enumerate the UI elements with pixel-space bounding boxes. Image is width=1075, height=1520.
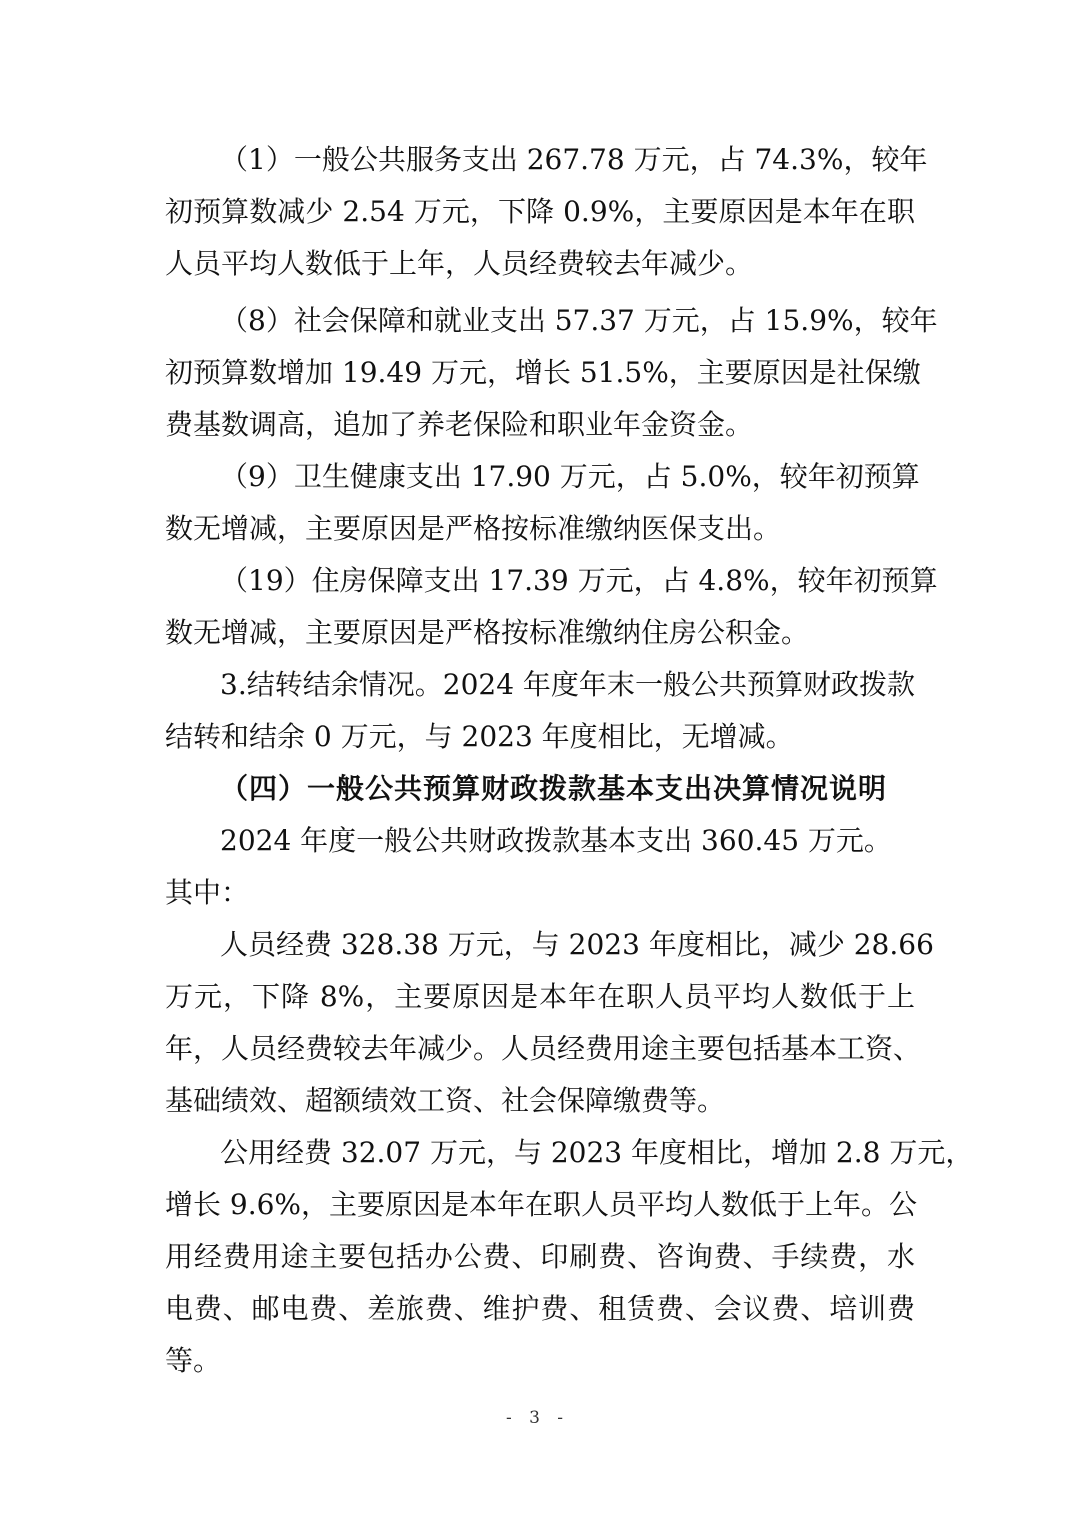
paragraph-line: 电费、邮电费、差旅费、维护费、租赁费、会议费、培训费: [165, 1292, 915, 1325]
paragraph-line: 人员经费 328.38 万元，与 2023 年度相比，减少 28.66: [220, 928, 934, 961]
paragraph-line: 公用经费 32.07 万元，与 2023 年度相比，增加 2.8 万元，: [220, 1136, 974, 1169]
paragraph-line: （1）一般公共服务支出 267.78 万元，占 74.3%，较年: [220, 143, 928, 176]
paragraph-line: 3.结转结余情况。2024 年度年末一般公共预算财政拨款: [220, 668, 915, 701]
paragraph-line: 年，人员经费较去年减少。人员经费用途主要包括基本工资、: [165, 1032, 922, 1065]
paragraph-line: 初预算数减少 2.54 万元，下降 0.9%，主要原因是本年在职: [165, 195, 915, 228]
paragraph-line: 结转和结余 0 万元，与 2023 年度相比，无增减。: [165, 720, 794, 753]
paragraph-line: 基础绩效、超额绩效工资、社会保障缴费等。: [165, 1084, 726, 1117]
section-heading: （四）一般公共预算财政拨款基本支出决算情况说明: [220, 772, 888, 805]
paragraph-line: （9）卫生健康支出 17.90 万元，占 5.0%，较年初预算: [220, 460, 920, 493]
paragraph-line: （8）社会保障和就业支出 57.37 万元，占 15.9%，较年: [220, 304, 938, 337]
paragraph-line: 其中：: [165, 876, 250, 909]
paragraph-line: 初预算数增加 19.49 万元，增长 51.5%，主要原因是社保缴: [165, 356, 921, 389]
paragraph-line: 等。: [165, 1344, 222, 1377]
paragraph-line: 费基数调高，追加了养老保险和职业年金资金。: [165, 408, 754, 441]
paragraph-line: 用经费用途主要包括办公费、印刷费、咨询费、手续费，水: [165, 1240, 915, 1273]
paragraph-line: 数无增减，主要原因是严格按标准缴纳医保支出。: [165, 512, 782, 545]
paragraph-line: 人员平均人数低于上年，人员经费较去年减少。: [165, 247, 754, 280]
paragraph-line: 增长 9.6%，主要原因是本年在职人员平均人数低于上年。公: [165, 1188, 918, 1221]
paragraph-line: 2024 年度一般公共财政拨款基本支出 360.45 万元。: [220, 824, 892, 857]
page-number: - 3 -: [505, 1408, 570, 1428]
paragraph-line: 万元，下降 8%，主要原因是本年在职人员平均人数低于上: [165, 980, 915, 1013]
paragraph-line: （19）住房保障支出 17.39 万元，占 4.8%，较年初预算: [220, 564, 938, 597]
paragraph-line: 数无增减，主要原因是严格按标准缴纳住房公积金。: [165, 616, 810, 649]
